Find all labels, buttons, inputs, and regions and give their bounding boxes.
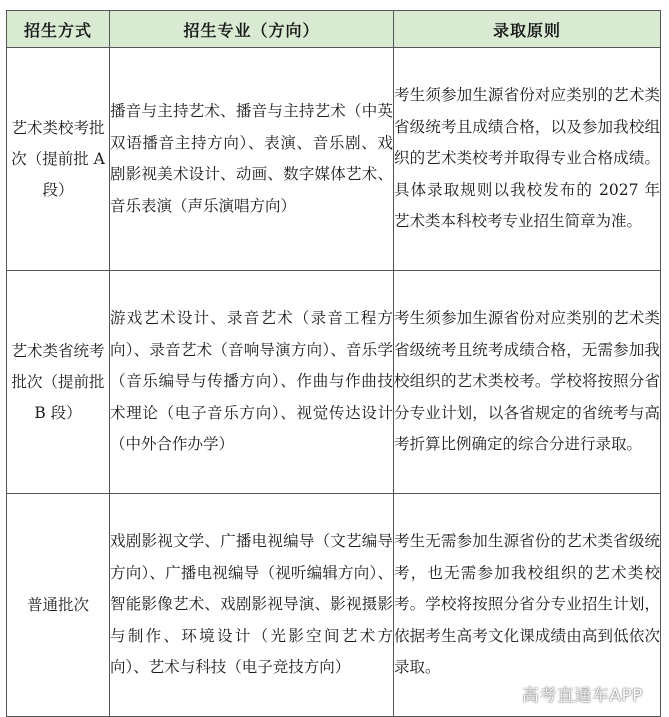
table-row bbox=[7, 271, 661, 494]
admission-table bbox=[6, 10, 661, 717]
watermark: 高考直通车APP bbox=[521, 686, 643, 706]
majors-cell: 戏剧影视文学、广播电视编导（文艺编导方向）、广播电视编导（视听编辑方向）、智能影像艺术、戏剧影视导演、影视摄影与制作、环境设计（光影空间艺术方向）、艺术与科技（电子竞技方向） bbox=[110, 494, 394, 717]
rule-cell: 考生须参加生源省份对应类别的艺术类省级统考且统考成绩合格，无需参加我校组织的艺术类校考。学校将按照分省分专业计划，以各省规定的省统考与高考折算比例确定的综合分进行录取。 bbox=[394, 271, 661, 494]
header-method: 招生方式 bbox=[7, 11, 110, 48]
admission-method-cell: 艺术类省统考批次（提前批 B 段） bbox=[7, 271, 110, 494]
majors-cell: 播音与主持艺术、播音与主持艺术（中英双语播音主持方向）、表演、音乐剧、戏剧影视美术设计、动画、数字媒体艺术、音乐表演（声乐演唱方向） bbox=[110, 48, 394, 271]
admission-method-cell: 普通批次 bbox=[7, 494, 110, 717]
header-majors: 招生专业（方向） bbox=[110, 11, 394, 48]
rule-cell: 考生须参加生源省份对应类别的艺术类省级统考且成绩合格，以及参加我校组织的艺术类校考并取得专业合格成绩。具体录取规则以我校发布的 2027 年艺术类本科校考专业招生简章为准。 bbox=[394, 48, 661, 271]
admission-method-cell: 艺术类校考批次（提前批 A 段） bbox=[7, 48, 110, 271]
majors-cell: 游戏艺术设计、录音艺术（录音工程方向）、录音艺术（音响导演方向）、音乐学（音乐编导与传播方向）、作曲与作曲技术理论（电子音乐方向）、视觉传达设计（中外合作办学） bbox=[110, 271, 394, 494]
rule-cell: 考生无需参加生源省份的艺术类省级统考，也无需参加我校组织的艺术类校考。学校将按照分省分专业招生计划，依据考生高考文化课成绩由高到低依次录取。 bbox=[394, 494, 661, 717]
table-header bbox=[7, 11, 661, 48]
table-row bbox=[7, 48, 661, 271]
header-rule: 录取原则 bbox=[394, 11, 661, 48]
